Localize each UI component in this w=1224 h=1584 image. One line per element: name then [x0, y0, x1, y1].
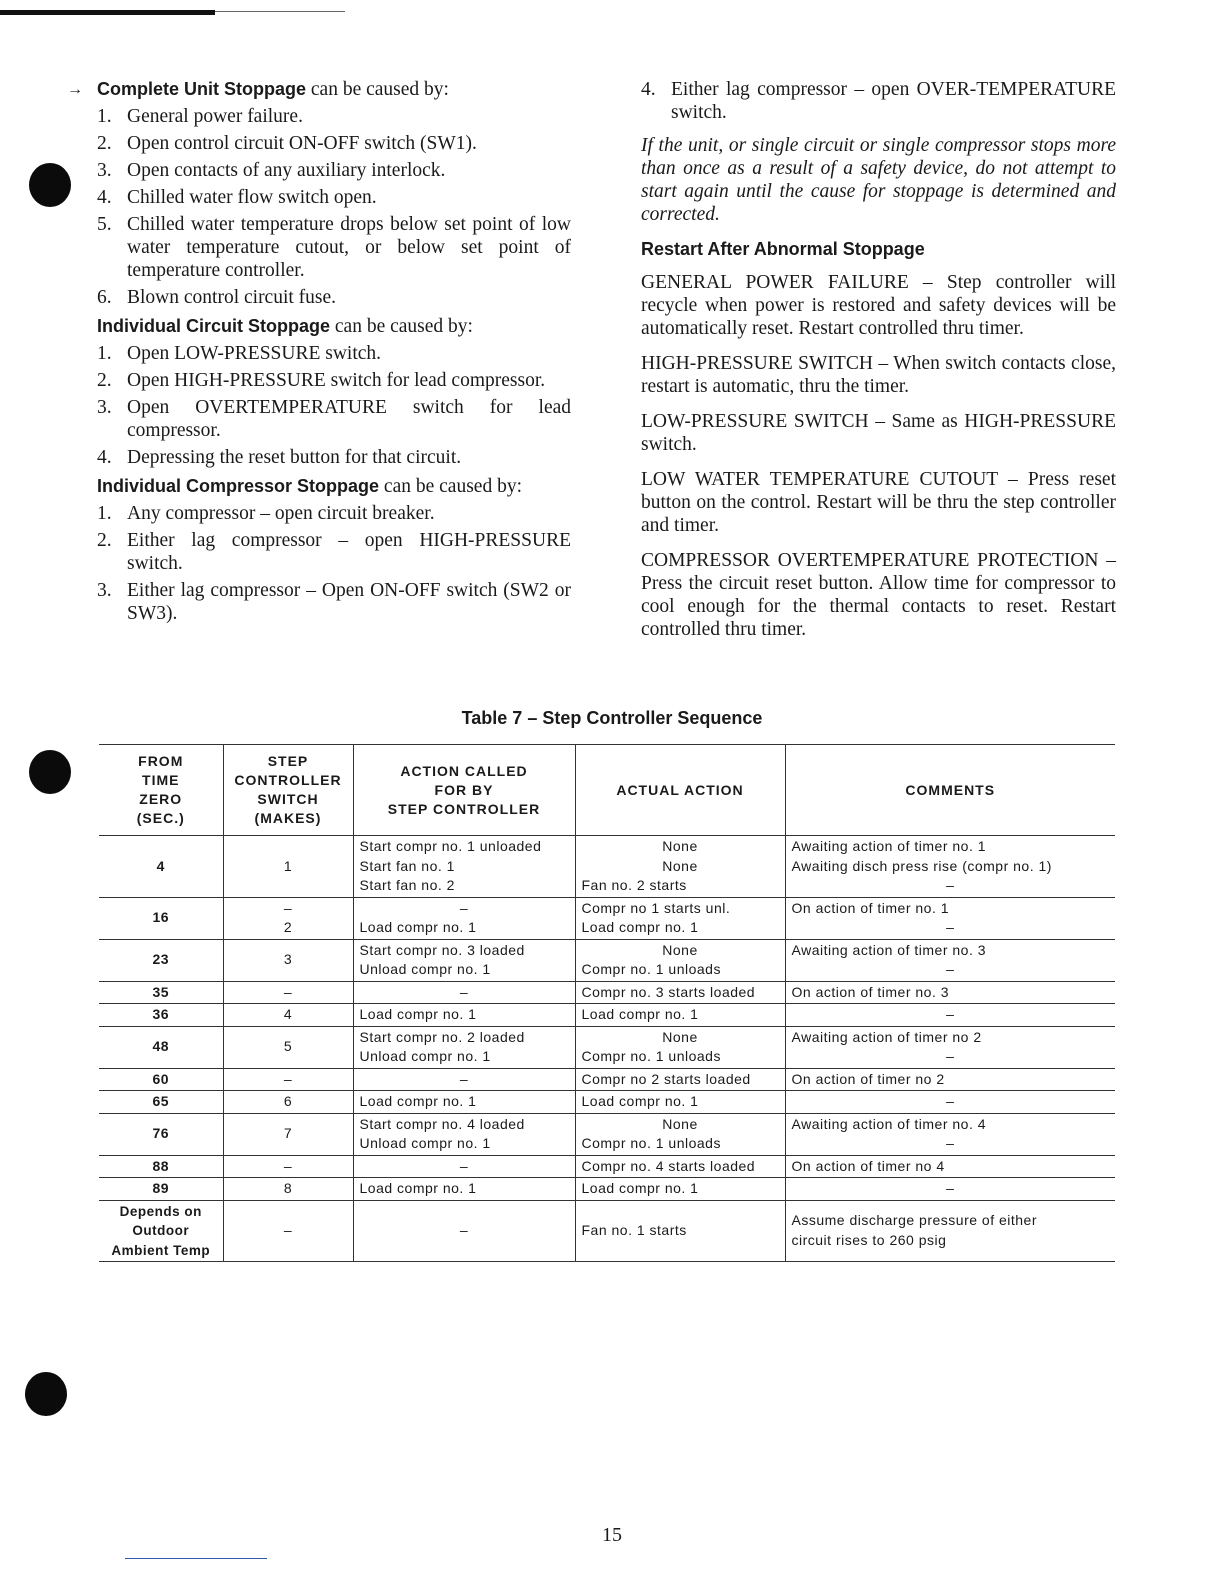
cell-comments: Awaiting action of timer no. 4 – [785, 1113, 1115, 1155]
cell-called: Start compr no. 2 loaded Unload compr no. 1 [353, 1026, 575, 1068]
list-item [97, 502, 571, 525]
list-item [97, 396, 571, 442]
cell-called: – [353, 981, 575, 1004]
section-heading: Complete Unit Stoppage [97, 79, 307, 99]
table-row [99, 981, 1115, 1004]
item-number: 4. [641, 79, 656, 100]
cell-called: Start compr no. 4 loaded Unload compr no. 1 [353, 1113, 575, 1155]
item-number: 1. [97, 503, 112, 524]
cell-time: 48 [99, 1026, 223, 1068]
list-item [97, 132, 571, 155]
top-rule-thin [215, 11, 345, 12]
cell-time: 88 [99, 1155, 223, 1178]
item-text: Chilled water flow switch open. [127, 187, 377, 208]
cell-actual: Compr no 2 starts loaded [575, 1068, 785, 1091]
cell-comments: Awaiting action of timer no. 1 Awaiting disch press rise (compr no. 1) – [785, 836, 1115, 898]
list-item [97, 186, 571, 209]
punch-hole-2 [29, 750, 71, 794]
item-number: 4. [97, 447, 112, 468]
list-item [97, 342, 571, 365]
cell-actual: None Compr no. 1 unloads [575, 1026, 785, 1068]
cell-actual: Load compr no. 1 [575, 1091, 785, 1114]
right-column [641, 78, 1116, 653]
cell-time: 4 [99, 836, 223, 898]
section-complete-unit [67, 78, 571, 101]
arrow-right-icon: → [67, 81, 83, 98]
item-text: Either lag compressor – open HIGH-PRESSURE switch. [127, 530, 571, 574]
cell-step: 4 [223, 1004, 353, 1027]
cell-time: 65 [99, 1091, 223, 1114]
cell-actual: Load compr no. 1 [575, 1178, 785, 1201]
page-number: 15 [602, 1524, 622, 1546]
cell-comments: On action of timer no 2 [785, 1068, 1115, 1091]
step-controller-table [99, 744, 1115, 1262]
cell-actual: Compr no. 4 starts loaded [575, 1155, 785, 1178]
safety-warning: If the unit, or single circuit or single compressor stops more than once as a result of a safety device, do not attempt to start again until the cause for stoppage is determined and corrected. [641, 135, 1116, 225]
cell-time: 23 [99, 939, 223, 981]
cell-called: – Load compr no. 1 [353, 897, 575, 939]
item-text: General power failure. [127, 106, 303, 127]
list-item [97, 579, 571, 625]
table-row [99, 897, 1115, 939]
section-tail: can be caused by: [379, 476, 522, 497]
list-item [97, 159, 571, 182]
cell-time: 89 [99, 1178, 223, 1201]
item-text: Blown control circuit fuse. [127, 287, 337, 308]
cell-step: – [223, 981, 353, 1004]
item-text: Chilled water temperature drops below set point of low water temperature cutout, or below set point of temperature controller. [127, 214, 571, 281]
cell-called: – [353, 1068, 575, 1091]
table-row [99, 1113, 1115, 1155]
item-text: Either lag compressor – Open ON-OFF switch (SW2 or SW3). [127, 580, 571, 624]
cell-actual: None None Fan no. 2 starts [575, 836, 785, 898]
item-text: Open contacts of any auxiliary interlock. [127, 160, 446, 181]
cell-called: Start compr no. 1 unloaded Start fan no. 1 Start fan no. 2 [353, 836, 575, 898]
table-row [99, 939, 1115, 981]
header-time: FROM TIME ZERO (SEC.) [99, 745, 223, 836]
item-number: 1. [97, 106, 112, 127]
cell-called: Start compr no. 3 loaded Unload compr no. 1 [353, 939, 575, 981]
list-item [97, 286, 571, 309]
item-number: 3. [97, 160, 112, 181]
cell-step: – [223, 1155, 353, 1178]
paragraph: LOW-PRESSURE SWITCH – Same as HIGH-PRESSURE switch. [641, 411, 1116, 455]
cell-comments: On action of timer no. 3 [785, 981, 1115, 1004]
table-row [99, 1091, 1115, 1114]
cell-time: 35 [99, 981, 223, 1004]
cell-step: – [223, 1068, 353, 1091]
item-text: Any compressor – open circuit breaker. [127, 503, 435, 524]
header-action-called: ACTION CALLED FOR BY STEP CONTROLLER [353, 745, 575, 836]
item-number: 3. [97, 397, 112, 418]
item-number: 2. [97, 530, 112, 551]
item-number: 2. [97, 133, 112, 154]
item-number: 3. [97, 580, 112, 601]
list-item [97, 529, 571, 575]
section-heading: Individual Compressor Stoppage [97, 476, 380, 496]
cell-actual: Load compr no. 1 [575, 1004, 785, 1027]
restart-heading: Restart After Abnormal Stoppage [641, 239, 925, 259]
cell-step: – [223, 1200, 353, 1262]
punch-hole-3 [25, 1372, 67, 1416]
section-tail: can be caused by: [306, 79, 449, 100]
cell-called: Load compr no. 1 [353, 1004, 575, 1027]
cell-called: – [353, 1155, 575, 1178]
cell-step: 1 [223, 836, 353, 898]
cell-comments: Assume discharge pressure of either circuit rises to 260 psig [785, 1200, 1115, 1262]
item-text: Open LOW-PRESSURE switch. [127, 343, 382, 364]
cell-step: – 2 [223, 897, 353, 939]
item-text: Open HIGH-PRESSURE switch for lead compressor. [127, 370, 546, 391]
cell-called: Load compr no. 1 [353, 1091, 575, 1114]
cell-step: 7 [223, 1113, 353, 1155]
section-heading: Individual Circuit Stoppage [97, 316, 331, 336]
paragraph: COMPRESSOR OVERTEMPERATURE PROTECTION – Press the circuit reset button. Allow time for compressor to cool enough for the thermal contacts to reset. Restart controlled thru timer. [641, 550, 1116, 640]
section-individual-compressor [97, 475, 571, 498]
cell-step: 8 [223, 1178, 353, 1201]
section-tail: can be caused by: [330, 316, 473, 337]
table-row [99, 836, 1115, 898]
cell-comments: On action of timer no. 1 – [785, 897, 1115, 939]
cell-step: 6 [223, 1091, 353, 1114]
list-item [97, 369, 571, 392]
cell-comments: – [785, 1004, 1115, 1027]
table-row [99, 1026, 1115, 1068]
item-number: 4. [97, 187, 112, 208]
cell-time: 76 [99, 1113, 223, 1155]
cell-time: 60 [99, 1068, 223, 1091]
table-row [99, 1178, 1115, 1201]
cell-comments: – [785, 1091, 1115, 1114]
cell-actual: Compr no 1 starts unl. Load compr no. 1 [575, 897, 785, 939]
item-number: 2. [97, 370, 112, 391]
top-rule [0, 10, 215, 15]
left-column [67, 78, 571, 629]
item-number: 1. [97, 343, 112, 364]
cell-step: 5 [223, 1026, 353, 1068]
cell-comments: On action of timer no 4 [785, 1155, 1115, 1178]
item-number: 5. [97, 214, 112, 235]
bottom-rule [125, 1558, 267, 1559]
table-header-row [99, 745, 1115, 836]
item-number: 6. [97, 287, 112, 308]
section-individual-circuit [97, 315, 571, 338]
cell-step: 3 [223, 939, 353, 981]
item-text: Depressing the reset button for that circuit. [127, 447, 462, 468]
item-text: Open OVERTEMPERATURE switch for lead compressor. [127, 397, 571, 441]
list-item [97, 446, 571, 469]
paragraph: GENERAL POWER FAILURE – Step controller will recycle when power is restored and safety devices will be automatically reset. Restart controlled thru timer. [641, 272, 1116, 339]
cell-time: 16 [99, 897, 223, 939]
paragraph: LOW WATER TEMPERATURE CUTOUT – Press reset button on the control. Restart will be thru the step controller and timer. [641, 469, 1116, 536]
table-row [99, 1068, 1115, 1091]
header-actual-action: ACTUAL ACTION [575, 745, 785, 836]
cell-actual: None Compr no. 1 unloads [575, 1113, 785, 1155]
table-row [99, 1155, 1115, 1178]
cell-comments: – [785, 1178, 1115, 1201]
list-item [97, 105, 571, 128]
item-text: Either lag compressor – open OVER-TEMPERATURE switch. [671, 79, 1116, 123]
cell-time: Depends on Outdoor Ambient Temp [99, 1200, 223, 1262]
item-text: Open control circuit ON-OFF switch (SW1). [127, 133, 477, 154]
table-row [99, 1200, 1115, 1262]
paragraph: HIGH-PRESSURE SWITCH – When switch contacts close, restart is automatic, thru the timer. [641, 353, 1116, 397]
cell-called: Load compr no. 1 [353, 1178, 575, 1201]
cell-called: – [353, 1200, 575, 1262]
cell-actual: Compr no. 3 starts loaded [575, 981, 785, 1004]
list-item [641, 78, 1116, 124]
cell-comments: Awaiting action of timer no 2 – [785, 1026, 1115, 1068]
header-comments: COMMENTS [785, 745, 1115, 836]
cell-time: 36 [99, 1004, 223, 1027]
cell-comments: Awaiting action of timer no. 3 – [785, 939, 1115, 981]
punch-hole-1 [29, 163, 71, 207]
table-caption: Table 7 – Step Controller Sequence [461, 708, 763, 728]
cell-actual: None Compr no. 1 unloads [575, 939, 785, 981]
header-step: STEP CONTROLLER SWITCH (MAKES) [223, 745, 353, 836]
cell-actual: Fan no. 1 starts [575, 1200, 785, 1262]
list-item [97, 213, 571, 282]
table-row [99, 1004, 1115, 1027]
